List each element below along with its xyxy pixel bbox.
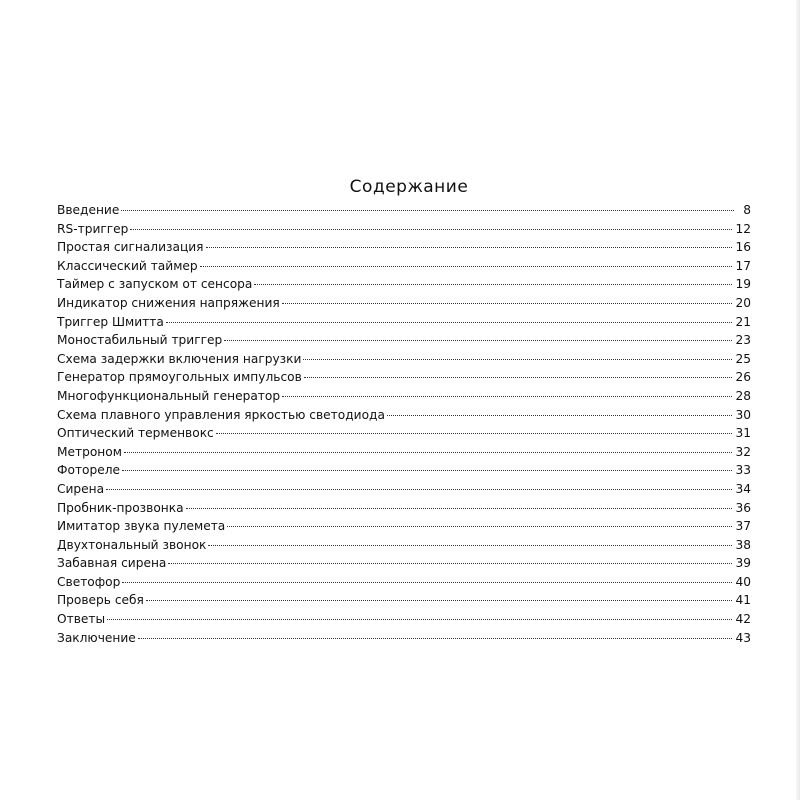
toc-dot-leader	[208, 545, 732, 546]
toc-dot-leader	[304, 377, 733, 378]
table-of-contents	[57, 176, 751, 647]
toc-entry-label: RS-триггер	[57, 221, 129, 236]
toc-list	[57, 201, 751, 647]
toc-entry-page-number: 25	[735, 351, 751, 366]
toc-entry-label: Светофор	[57, 574, 121, 589]
toc-entry	[57, 424, 751, 443]
toc-entry-label: Простая сигнализация	[57, 240, 204, 255]
toc-entry	[57, 201, 751, 220]
toc-entry	[57, 554, 751, 573]
toc-entry-label: Пробник-прозвонка	[57, 500, 184, 515]
toc-dot-leader	[216, 433, 733, 434]
toc-entry-page-number: 37	[735, 519, 751, 534]
toc-entry	[57, 350, 751, 369]
toc-dot-leader	[387, 415, 733, 416]
toc-entry-page-number: 30	[735, 407, 751, 422]
toc-dot-leader	[138, 638, 733, 639]
toc-entry-label: Триггер Шмитта	[57, 314, 164, 329]
toc-entry-page-number: 28	[735, 388, 751, 403]
toc-entry-label: Генератор прямоугольных импульсов	[57, 370, 302, 385]
toc-entry	[57, 536, 751, 555]
toc-entry-label: Забавная сирена	[57, 556, 167, 571]
toc-dot-leader	[282, 396, 732, 397]
toc-entry-page-number: 17	[735, 258, 751, 273]
toc-entry-page-number: 42	[735, 612, 751, 627]
toc-dot-leader	[122, 470, 732, 471]
toc-dot-leader	[227, 526, 732, 527]
toc-entry-page-number: 21	[735, 314, 751, 329]
toc-entry	[57, 480, 751, 499]
toc-entry-label: Схема плавного управления яркостью светодиода	[57, 407, 385, 422]
toc-entry-label: Имитатор звука пулемета	[57, 519, 226, 534]
page-edge	[796, 0, 800, 800]
toc-entry-label: Оптический терменвокс	[57, 426, 214, 441]
toc-entry-label: Таймер с запуском от сенсора	[57, 277, 253, 292]
toc-entry-label: Проверь себя	[57, 593, 144, 608]
toc-entry	[57, 591, 751, 610]
toc-dot-leader	[107, 619, 732, 620]
toc-entry-page-number: 38	[735, 537, 751, 552]
toc-entry-label: Сирена	[57, 481, 105, 496]
toc-entry-page-number: 36	[735, 500, 751, 515]
toc-dot-leader	[224, 340, 732, 341]
toc-entry	[57, 368, 751, 387]
toc-entry-label: Фотореле	[57, 463, 121, 478]
toc-entry-label: Индикатор снижения напряжения	[57, 295, 280, 310]
toc-entry	[57, 517, 751, 536]
toc-entry	[57, 275, 751, 294]
toc-entry-page-number: 40	[735, 574, 751, 589]
toc-dot-leader	[186, 508, 733, 509]
toc-entry	[57, 443, 751, 462]
toc-entry	[57, 331, 751, 350]
toc-dot-leader	[166, 322, 733, 323]
toc-entry-page-number: 34	[735, 481, 751, 496]
toc-entry-page-number: 39	[735, 556, 751, 571]
toc-dot-leader	[122, 582, 732, 583]
toc-entry	[57, 629, 751, 648]
toc-entry-page-number: 32	[735, 444, 751, 459]
toc-entry	[57, 294, 751, 313]
toc-dot-leader	[254, 284, 732, 285]
toc-entry-label: Многофункциональный генератор	[57, 388, 281, 403]
toc-entry	[57, 461, 751, 480]
toc-dot-leader	[200, 266, 733, 267]
toc-dot-leader	[121, 210, 734, 211]
toc-entry-page-number: 33	[735, 463, 751, 478]
toc-entry-page-number: 20	[735, 295, 751, 310]
toc-entry	[57, 220, 751, 239]
toc-entry-label: Метроном	[57, 444, 122, 459]
toc-dot-leader	[124, 452, 733, 453]
toc-entry-label: Схема задержки включения нагрузки	[57, 351, 302, 366]
toc-entry	[57, 406, 751, 425]
toc-entry	[57, 313, 751, 332]
toc-entry-label: Введение	[57, 203, 120, 217]
toc-entry-label: Моностабильный триггер	[57, 333, 223, 348]
toc-dot-leader	[168, 563, 732, 564]
toc-dot-leader	[206, 247, 733, 248]
toc-entry-page-number: 12	[735, 221, 751, 236]
toc-entry	[57, 257, 751, 276]
toc-entry-page-number: 19	[735, 277, 751, 292]
toc-entry-label: Двухтональный звонок	[57, 537, 207, 552]
toc-entry-page-number: 43	[735, 630, 751, 645]
toc-entry-label: Заключение	[57, 630, 136, 645]
toc-entry	[57, 573, 751, 592]
toc-entry	[57, 499, 751, 518]
toc-entry-page-number: 23	[735, 333, 751, 348]
toc-title: Содержание	[349, 177, 469, 197]
toc-entry-page-number: 8	[743, 203, 751, 217]
toc-dot-leader	[282, 303, 733, 304]
toc-dot-leader	[146, 600, 733, 601]
toc-entry-page-number: 41	[735, 593, 751, 608]
toc-dot-leader	[130, 229, 732, 230]
toc-dot-leader	[303, 359, 732, 360]
toc-entry	[57, 610, 751, 629]
toc-entry-page-number: 26	[735, 370, 751, 385]
toc-entry-label: Ответы	[57, 612, 106, 627]
toc-entry-page-number: 31	[735, 426, 751, 441]
toc-entry-label: Классический таймер	[57, 258, 198, 273]
toc-dot-leader	[106, 489, 732, 490]
toc-entry	[57, 238, 751, 257]
toc-entry-page-number: 16	[735, 240, 751, 255]
toc-entry	[57, 387, 751, 406]
